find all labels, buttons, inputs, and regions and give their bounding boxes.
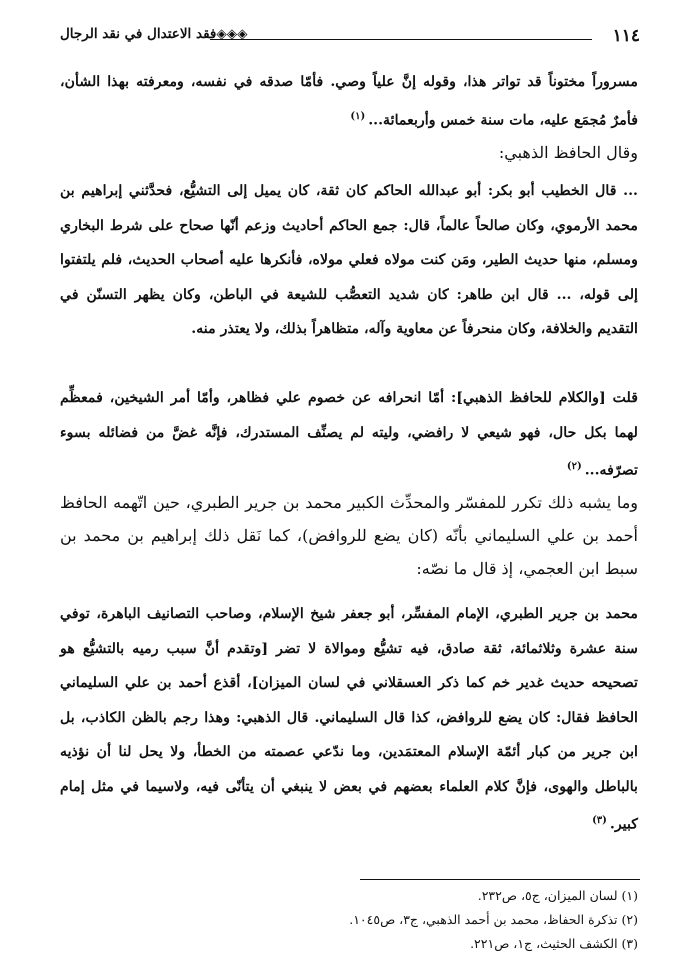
paragraph-tabari: وما يشبه ذلك تكرر للمفسّر والمحدِّث الكبير محمد بن جرير الطبري، حين اتّهمه الحافظ أحمد بن علي السليماني بأنّه (كان يضع للروافض)، كما نَقل ذلك إبراهيم بن محمد بن سبط ابن العجمي، إذ قال ما نصّه: [60,493,639,578]
footnote-marker-2: (٢) [566,461,582,472]
footnote-marker-3: (٣) [592,815,607,826]
quote-al-khatib: ... قال الخطيب أبو بكر: أبو عبدالله الحاكم كان ثقة، كان يميل إلى التشيُّع، فحدَّثني إبراهيم بن محمد الأرموي، وكان صالحاً عالماً، قال: جمع الحاكم أحاديث وزعم أنّها صحاح على شرط البخاري ومسلم، منها حديث الطير، ومَن كنت مولاه فعلي مولاه، فأنكرها عليه أصحاب الحديث، فلم يلتفتوا إلى قوله، ... قال ابن طاهر: كان شديد التعصُّب للشيعة في الباطن، وكان يظهر التسنّن في التقديم والخلافة، وكان منحرفاً عن معاوية وآله، متظاهراً بذلك، ولا يعتذر منه. [60,183,638,337]
footnote-1: (١) لسان الميزان، ج٥، ص٢٣٢. [477,888,638,903]
quote-tabari [60,597,638,842]
footnote-2: (٢) تذكرة الحفاظ، محمد بن أحمد الذهبي، ج٣، ص١٠٤٥. [349,912,638,927]
quote-dhahabi-comment-text: قلت [والكلام للحافظ الذهبي]: أمّا انحرافه عن خصوم علي فظاهر، وأمّا أمر الشيخين، فمعظِّم لهما بكل حال، فهو شيعي لا رافضي، وليته لم يصنِّف المستدرك، فإنَّه غضَّ من فضائله بسوء تصرّفه... [60,390,638,479]
paragraph-intro [60,65,638,138]
quote-tabari-text: محمد بن جرير الطبري، الإمام المفسِّر، أبو جعفر شيخ الإسلام، وصاحب التصانيف الباهرة، توفي سنة عشرة وثلاثمائة، ثقة صادق، فيه تشيُّع وموالاة لا تضر [وتقدم أنَّ سبب رميه بالتشيُّع هو تصحيحه حديث غدير خم كما ذكر العسقلاني في لسان الميزان]، أقذع أحمد بن علي السليماني الحافظ فقال: كان يضع للروافض، كذا قال السليماني. قال الذهبي: وهذا رجم بالظن الكاذب، بل ابن جرير من كبار أئمّة الإسلام المعتمَدين، وما ندّعي عصمته من الخطأ، ولا يحل لنا أن نؤذيه بالباطل والهوى، فإنَّ كلام العلماء بعضهم في بعض لا ينبغي أن يتأنّى فيه، ولاسيما في مثل إمام كبير. [60,606,638,833]
paragraph-intro-text: مسروراً مختوناً قد تواتر هذا، وقوله إنَّ علياً وصي. فأمّا صدقه في نفسه، ومعرفته بهذا الشأن، فأمرٌ مُجمَع عليه، مات سنة خمس وأربعمائة... [60,74,638,129]
footnote-marker-1: (١) [350,110,366,122]
running-header [60,26,640,54]
page-number: ١١٤ [612,26,640,46]
header-rule [210,39,592,40]
quote-dhahabi-comment [60,381,638,488]
running-title: ◈◈◈فقد الاعتدال في نقد الرجال [60,26,248,42]
footnote-rule [360,879,640,880]
paragraph-dhahabi-heading: وقال الحافظ الذهبي: [498,143,638,162]
footnote-3: (٣) الكشف الحثيث، ج١، ص٢٢١. [470,936,638,951]
